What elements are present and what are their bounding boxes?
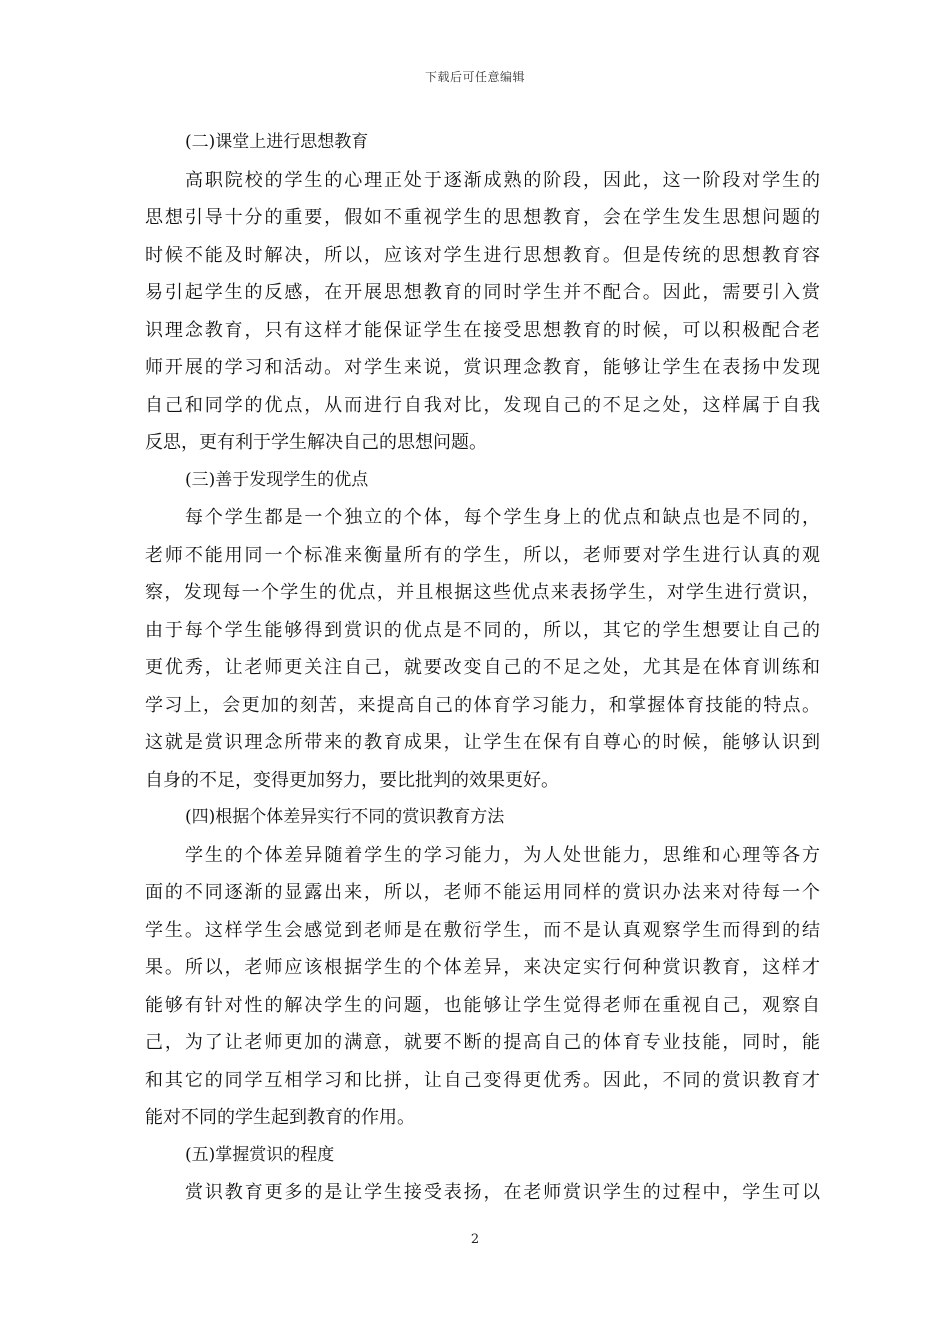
paragraph-line: 面的不同逐渐的显露出来，所以，老师不能运用同样的赏识办法来对待每一个	[145, 882, 820, 903]
section-heading: (五)掌握赏识的程度	[185, 1144, 335, 1165]
paragraph-line: 能够有针对性的解决学生的问题，也能够让学生觉得老师在重视自己，观察自	[145, 994, 820, 1016]
paragraph-line: 自身的不足，变得更加努力，要比批判的效果更好。	[145, 769, 559, 791]
page-number: 2	[470, 1232, 480, 1247]
paragraph-line: 己，为了让老师更加的满意，就要不断的提高自己的体育专业技能，同时，能	[145, 1032, 820, 1053]
section-heading: (四)根据个体差异实行不同的赏识教育方法	[185, 807, 505, 827]
paragraph-line: 由于每个学生能够得到赏识的优点是不同的，所以，其它的学生想要让自己的	[145, 619, 820, 641]
page-header: 下载后可任意编辑	[424, 70, 525, 84]
paragraph-line: 思想引导十分的重要，假如不重视学生的思想教育，会在学生发生思想问题的	[145, 207, 820, 228]
paragraph-line: 学习上，会更加的刻苦，来提高自己的体育学习能力，和掌握体育技能的特点。	[145, 694, 820, 716]
paragraph-line: 学生的个体差异随着学生的学习能力，为人处世能力，思维和心理等各方	[185, 844, 820, 866]
paragraph-line: 更优秀，让老师更关注自己，就要改变自己的不足之处，尤其是在体育训练和	[145, 657, 820, 678]
paragraph-line: 师开展的学习和活动。对学生来说，赏识理念教育，能够让学生在表扬中发现	[145, 357, 820, 378]
paragraph-line: 反思，更有利于学生解决自己的思想问题。	[145, 432, 487, 453]
paragraph-line: 时候不能及时解决，所以，应该对学生进行思想教育。但是传统的思想教育容	[145, 244, 820, 266]
document-body	[145, 124, 820, 1212]
paragraph-line: 察，发现每一个学生的优点，并且根据这些优点来表扬学生，对学生进行赏识，	[145, 582, 820, 603]
paragraph-line: 这就是赏识理念所带来的教育成果，让学生在保有自尊心的时候，能够认识到	[145, 732, 820, 753]
paragraph-line: 老师不能用同一个标准来衡量所有的学生，所以，老师要对学生进行认真的观	[145, 544, 820, 566]
paragraph-line: 和其它的同学互相学习和比拼，让自己变得更优秀。因此，不同的赏识教育才	[145, 1069, 820, 1091]
paragraph-line: 学生。这样学生会感觉到老师是在敷衍学生，而不是认真观察学生而得到的结	[145, 919, 820, 941]
section-heading: (三)善于发现学生的优点	[185, 469, 369, 490]
paragraph-line: 易引起学生的反感，在开展思想教育的同时学生并不配合。因此，需要引入赏	[145, 282, 820, 303]
paragraph-line: 能对不同的学生起到教育的作用。	[145, 1107, 415, 1128]
paragraph-line: 果。所以，老师应该根据学生的个体差异，来决定实行何种赏识教育，这样才	[145, 957, 820, 978]
paragraph-line: 自己和同学的优点，从而进行自我对比，发现自己的不足之处，这样属于自我	[145, 394, 820, 416]
paragraph-line: 高职院校的学生的心理正处于逐渐成熟的阶段，因此，这一阶段对学生的	[185, 169, 820, 191]
paragraph-line: 赏识教育更多的是让学生接受表扬，在老师赏识学生的过程中，学生可以	[185, 1182, 820, 1203]
section-heading: (二)课堂上进行思想教育	[185, 132, 369, 152]
paragraph-line: 识理念教育，只有这样才能保证学生在接受思想教育的时候，可以积极配合老	[145, 319, 820, 341]
paragraph-line: 每个学生都是一个独立的个体，每个学生身上的优点和缺点也是不同的，	[185, 507, 820, 528]
